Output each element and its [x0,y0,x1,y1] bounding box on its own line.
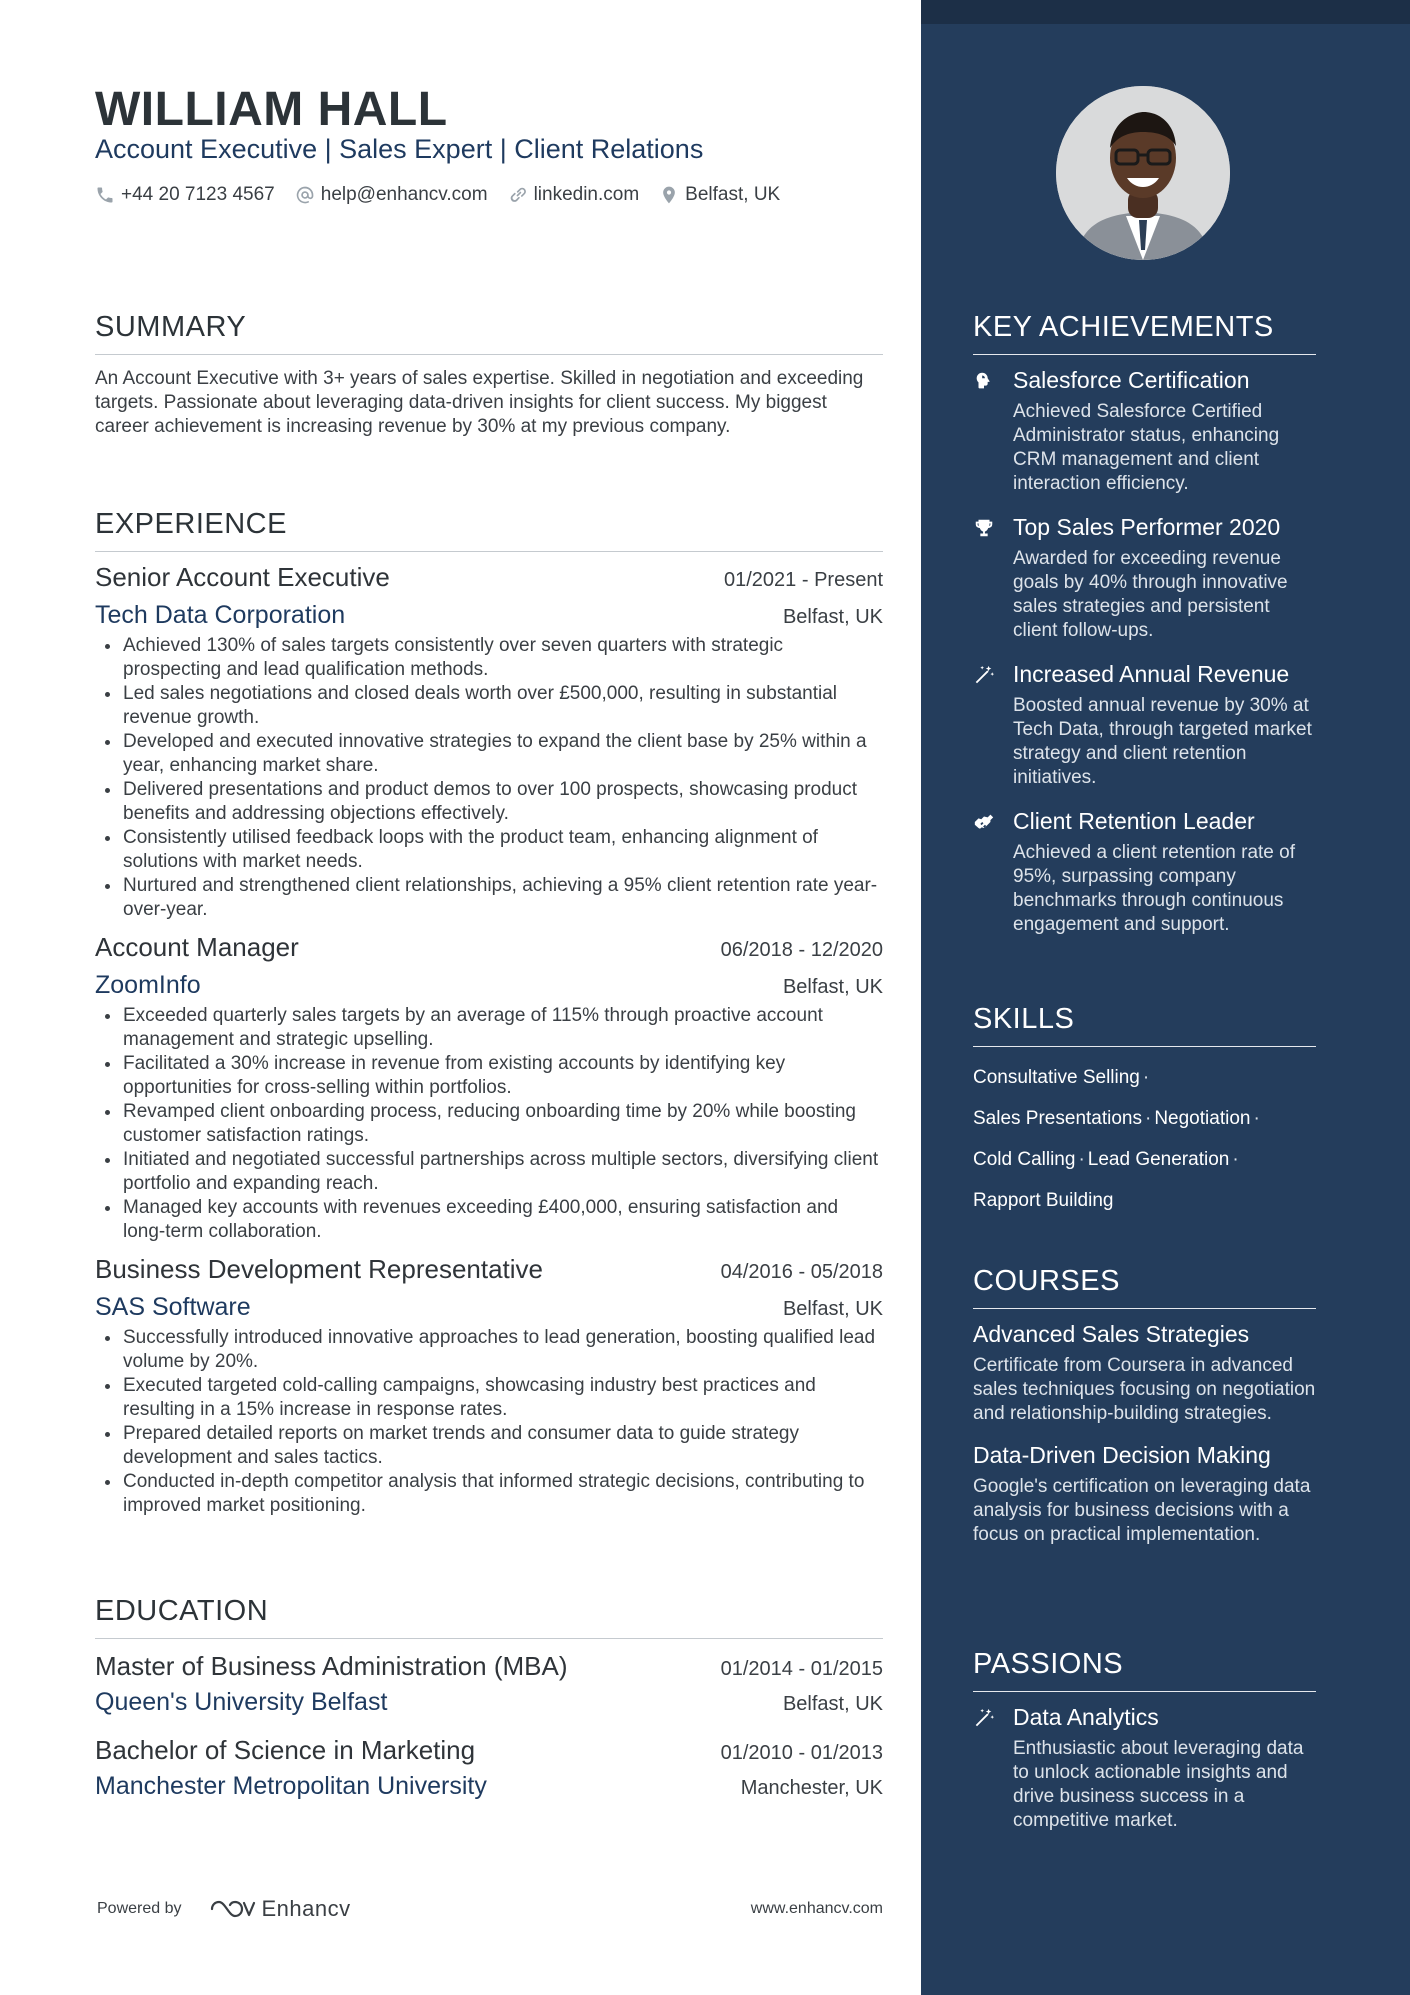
candidate-headline: Account Executive | Sales Expert | Client Relations [95,134,704,164]
sidebar-top-band [921,0,1410,24]
achievement-item [973,661,1316,790]
education-degree: Master of Business Administration (MBA) [95,1651,568,1681]
link-icon [508,185,528,205]
skill-separator: · [1145,1108,1152,1129]
achievement-item [973,367,1316,496]
achievement-desc: Achieved Salesforce Certified Administrator status, enhancing CRM management and client interaction efficiency. [1013,401,1280,494]
job-bullet: • Led sales negotiations and closed deals worth over £500,000, resulting in substantial revenue growth. [122,682,883,730]
education-location: Belfast, UK [782,1693,883,1715]
achievement-title: Increased Annual Revenue [1013,661,1290,687]
skill-separator: · [1232,1149,1239,1170]
achievement-desc: Achieved a client retention rate of 95%, surpassing company benchmarks through continuous engagement and support. [1013,842,1296,935]
avatar [1056,86,1230,260]
education-section [95,1595,883,1801]
achievement-item [973,808,1316,937]
avatar-portrait [1056,86,1230,260]
job-bullet: • Delivered presentations and product demos to over 100 prospects, showcasing product benefits and addressing objections effectively. [122,778,883,826]
job-bullet: • Exceeded quarterly sales targets by an average of 115% through proactive account management and strategic upselling. [122,1004,883,1052]
job-bullet: • Facilitated a 30% increase in revenue from existing accounts by identifying key opportunities for cross-selling within portfolios. [122,1052,883,1100]
contact-email-text: help@enhancv.com [320,184,488,205]
education-location: Manchester, UK [740,1777,883,1799]
contact-linkedin-text: linkedin.com [533,184,640,205]
skill-tag: Lead Generation [1087,1149,1230,1170]
contact-location-text: Belfast, UK [685,184,781,205]
passion-title: Data Analytics [1013,1704,1159,1730]
location-pin-icon [659,185,679,205]
course-title: Advanced Sales Strategies [973,1321,1250,1347]
skill-separator: · [1142,1067,1150,1088]
education-dates: 01/2010 - 01/2013 [720,1742,883,1764]
job-bullet: • Conducted in-depth competitor analysis that informed strategic decisions, contributing to improved market positioning. [122,1470,883,1518]
job-bullet: • Nurtured and strengthened client relationships, achieving a 95% client retention rate year-over-year. [122,874,883,922]
skill-tag: Sales Presentations [973,1108,1142,1129]
job-bullet: • Developed and executed innovative strategies to expand the client base by 25% within a year, enhancing market share. [122,730,883,778]
courses-title: COURSES [973,1265,1316,1309]
key-achievements-section [973,311,1316,937]
job-dates: 01/2021 - Present [724,569,883,591]
course-item [973,1442,1316,1547]
powered-by-label: Powered by [97,1900,182,1917]
enhancv-logo[interactable] [208,1896,351,1922]
job-dates: 06/2018 - 12/2020 [720,939,883,961]
job-company: Tech Data Corporation [95,601,346,629]
at-icon [295,185,315,205]
summary-title: SUMMARY [95,311,883,355]
skills-section [973,1003,1316,1221]
job-title: Account Manager [95,932,299,962]
experience-title: EXPERIENCE [95,508,883,552]
contact-bar [95,184,780,206]
skill-tag: Negotiation [1154,1108,1251,1129]
powered-by [97,1896,351,1922]
candidate-name: WILLIAM HALL [95,83,448,136]
magic-wand-icon [973,664,995,686]
enhancv-logo-icon [208,1897,256,1921]
contact-location [659,184,780,206]
job-location: Belfast, UK [782,606,883,628]
passion-desc: Enthusiastic about leveraging data to unlock actionable insights and drive business success in a competitive market. [1013,1738,1304,1831]
job-bullets [95,634,883,922]
summary-section [95,311,883,439]
job-bullet: • Achieved 130% of sales targets consistently over seven quarters with strategic prospecting and lead qualification methods. [122,634,883,682]
sidebar [921,0,1410,1995]
job-bullet: • Initiated and negotiated successful partnerships across multiple sectors, diversifying client portfolio and expanding reach. [122,1148,883,1196]
job-company: ZoomInfo [95,971,201,999]
contact-email[interactable] [295,184,488,206]
job-bullet: • Revamped client onboarding process, reducing onboarding time by 20% while boosting customer satisfaction ratings. [122,1100,883,1148]
achievement-item [973,514,1316,643]
job-title: Business Development Representative [95,1254,544,1284]
job-entry [95,1254,883,1518]
footer-url[interactable]: www.enhancv.com [750,1900,883,1917]
course-title: Data-Driven Decision Making [973,1442,1271,1468]
brain-icon [973,370,995,392]
job-bullet: • Prepared detailed reports on market trends and consumer data to guide strategy development and sales tactics. [122,1422,883,1470]
job-bullet: • Executed targeted cold-calling campaigns, showcasing industry best practices and resulting in a 15% increase in response rates. [122,1374,883,1422]
course-desc: Google's certification on leveraging data analysis for business decisions with a focus on practical implementation. [973,1476,1311,1545]
job-company: SAS Software [95,1293,251,1321]
course-desc: Certificate from Coursera in advanced sales techniques focusing on negotiation and relationship-building strategies. [973,1355,1316,1424]
education-school: Manchester Metropolitan University [95,1772,487,1800]
achievement-desc: Awarded for exceeding revenue goals by 40% through innovative sales strategies and persistent client follow-ups. [1013,548,1288,641]
education-dates: 01/2014 - 01/2015 [720,1658,883,1680]
courses-section [973,1265,1316,1547]
contact-phone[interactable] [95,184,275,206]
summary-text: An Account Executive with 3+ years of sales expertise. Skilled in negotiation and exceeding targets. Passionate about leveraging data-driven insights for client success. My biggest career achievement is increasing revenue by 30% at my previous company. [95,368,864,437]
job-bullet: • Successfully introduced innovative approaches to lead generation, boosting qualified lead volume by 20%. [122,1326,883,1374]
education-degree: Bachelor of Science in Marketing [95,1735,476,1765]
achievement-title: Salesforce Certification [1013,367,1250,393]
passion-item [973,1704,1316,1833]
contact-linkedin[interactable] [508,184,640,206]
trophy-icon [973,517,995,539]
education-school: Queen's University Belfast [95,1688,388,1716]
achievement-title: Client Retention Leader [1013,808,1255,834]
job-dates: 04/2016 - 05/2018 [720,1261,883,1283]
skills-list [973,1057,1316,1221]
job-title: Senior Account Executive [95,562,390,592]
skill-separator: · [1078,1149,1085,1170]
experience-section [95,508,883,1518]
contact-phone-text: +44 20 7123 4567 [121,184,275,205]
skill-tag: Cold Calling [973,1149,1076,1170]
passions-section [973,1648,1316,1833]
job-location: Belfast, UK [782,1298,883,1320]
passions-title: PASSIONS [973,1648,1316,1692]
achievement-desc: Boosted annual revenue by 30% at Tech Data, through targeted market strategy and client retention initiatives. [1013,695,1312,788]
enhancv-brand-text: Enhancv [261,1896,351,1921]
magic-wand-icon [973,1707,995,1729]
phone-icon [95,185,115,205]
course-item [973,1321,1316,1426]
key-achievements-title: KEY ACHIEVEMENTS [973,311,1316,355]
job-location: Belfast, UK [782,976,883,998]
footer [97,1896,883,1922]
skill-tag: Consultative Selling [973,1067,1140,1088]
skill-tag: Rapport Building [973,1190,1114,1211]
education-entry [95,1651,883,1717]
job-bullet: • Consistently utilised feedback loops with the product team, enhancing alignment of solutions with market needs. [122,826,883,874]
skills-title: SKILLS [973,1003,1316,1047]
job-bullets [95,1326,883,1518]
job-bullet: • Managed key accounts with revenues exceeding £400,000, ensuring satisfaction and long-term collaboration. [122,1196,883,1244]
job-entry [95,932,883,1244]
job-bullets [95,1004,883,1244]
handshake-icon [973,811,995,833]
education-title: EDUCATION [95,1595,883,1639]
education-entry [95,1735,883,1801]
skill-separator: · [1253,1108,1260,1129]
job-entry [95,562,883,922]
achievement-title: Top Sales Performer 2020 [1013,514,1281,540]
